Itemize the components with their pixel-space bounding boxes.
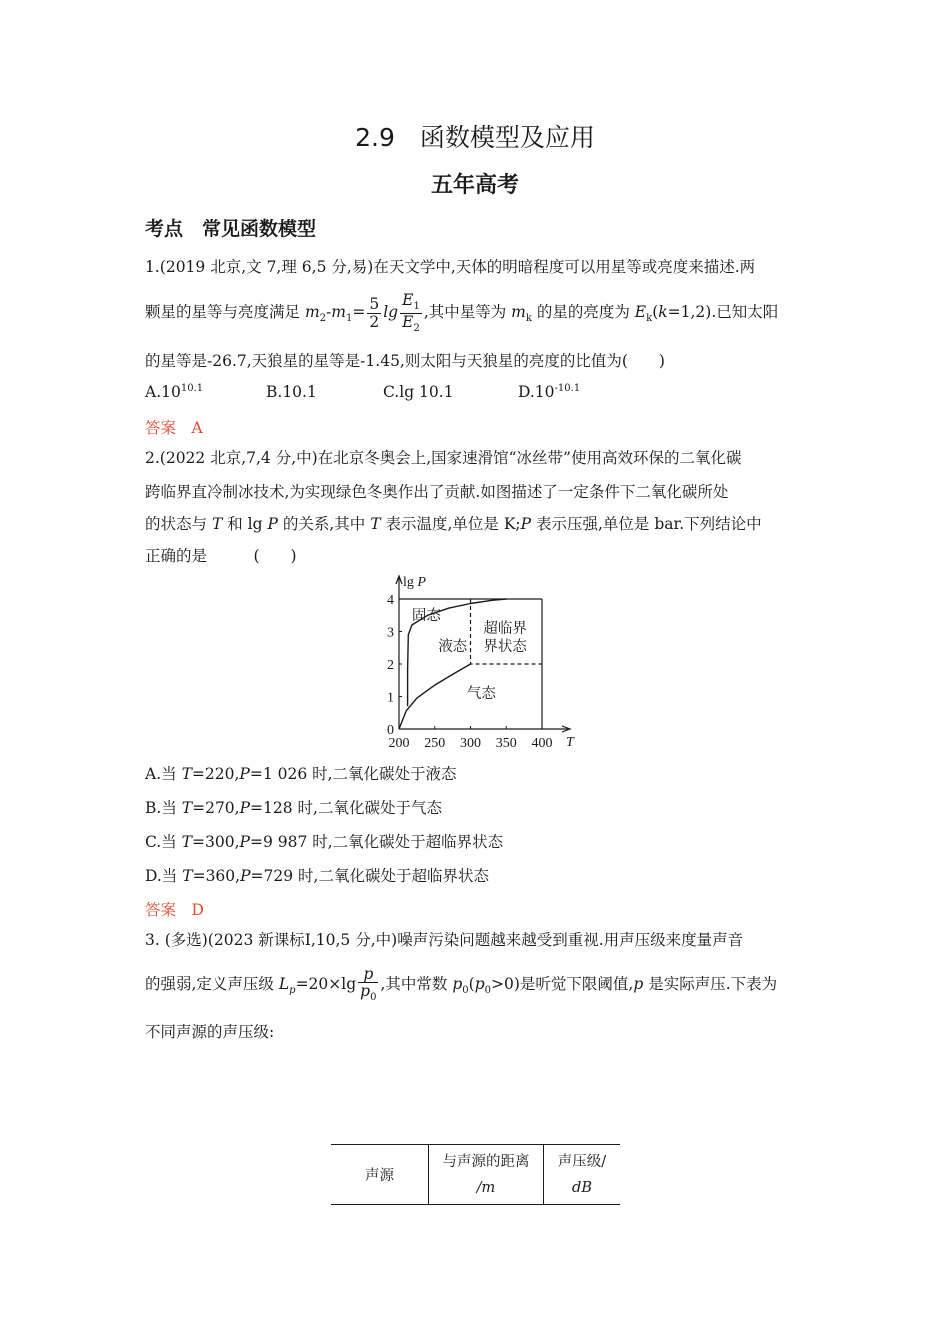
region-label-liquid: 液态 — [438, 639, 468, 655]
fraction-five-halves: $\frac{5}{2}$ — [369, 295, 380, 331]
q3-line3: 不同声源的声压级: — [145, 1023, 275, 1041]
y-tick-label: 0 — [387, 723, 394, 738]
y-tick-label: 2 — [387, 658, 394, 673]
q2-option-d: D.当 T=360,P=729 时,二氧化碳处于超临界状态 — [145, 867, 489, 885]
q2-line4: 正确的是 ( ) — [145, 547, 297, 565]
region-label-solid: 固态 — [411, 608, 441, 625]
q1-option-d: $D.10^{-10.1}$ — [518, 383, 581, 402]
x-tick-label: 400 — [531, 736, 553, 751]
y-tick-label: 4 — [387, 593, 394, 608]
q2-option-c: C.当 T=300,P=9 987 时,二氧化碳处于超临界状态 — [145, 833, 504, 851]
table-header-distance: 与声源的距离 /m — [429, 1145, 544, 1205]
page-title: 2.9 函数模型及应用 — [355, 123, 595, 152]
q3-line1: 3. (多选)(2023 新课标Ⅰ,10,5 分,中)噪声污染问题越来越受到重视.用声压级来度量声音 — [145, 931, 744, 949]
q1-answer: 答案 A — [145, 419, 203, 437]
q2-option-b: B.当 T=270,P=128 时,二氧化碳处于气态 — [145, 799, 442, 817]
q1-option-c: C.lg 10.1 — [383, 383, 454, 401]
phase-diagram-chart — [370, 570, 590, 755]
x-tick-label: 200 — [388, 736, 410, 751]
q1-option-a: $A.10^{10.1}$ — [145, 383, 204, 402]
table-header-level: 声压级/ dB — [557, 1153, 607, 1196]
q2-line1: 2.(2022 北京,7,4 分,中)在北京冬奥会上,国家速滑馆“冰丝带”使用高效环保的二氧化碳 — [145, 449, 742, 467]
q3-line2: 的强弱,定义声压级 $L_p=20\times\lg$ $\frac{p}{p_0}$ ,其中常数 $p_0(p_0>0)$是听觉下限阈值,p 是实际声压.下表为 — [145, 965, 778, 1004]
region-label-supercritical-2: 界状态 — [483, 639, 527, 655]
table-header-source: 声源 — [331, 1145, 429, 1205]
table-header-row — [331, 1145, 620, 1205]
y-tick-label: 3 — [387, 625, 394, 641]
q1-line2: 颗星的星等与亮度满足 $m_2-m_1=$ $\frac{5}{2}$ lg $\frac{E_1}{E_2}$ ,其中星等为 $m_k$ 的星的亮度为 $E_k(k=1,2)$.已知太阳 — [145, 290, 779, 334]
gas-boundary-curve — [399, 664, 471, 729]
q1-line3: 的星等是-26.7,天狼星的星等是-1.45,则太阳与天狼星的亮度的比值为( ) — [145, 352, 665, 370]
q2-line2: 跨临界直冷制冰技术,为实现绿色冬奥作出了贡献.如图描述了一定条件下二氧化碳所处 — [145, 483, 729, 501]
region-label-supercritical-1: 超临界 — [483, 621, 527, 638]
q1-option-b: B.10.1 — [266, 383, 317, 401]
sound-level-table — [331, 1144, 620, 1205]
y-tick-label: 1 — [387, 690, 394, 706]
page-subtitle: 五年高考 — [430, 173, 519, 198]
fraction-p-p0: $\frac{p}{p_0}$ — [360, 965, 377, 1004]
x-tick-label: 350 — [495, 736, 517, 751]
y-axis-label: lg P — [403, 575, 426, 590]
q1-line1: 1.(2019 北京,文 7,理 6,5 分,易)在天文学中,天体的明暗程度可以用星等或亮度来描述.两 — [145, 258, 756, 276]
q2-line3: 的状态与 T 和 lg P 的关系,其中 T 表示温度,单位是 K;P 表示压强,单位是 bar.下列结论中 — [145, 515, 762, 533]
q2-answer: 答案 D — [145, 901, 204, 919]
section-heading: 考点 常见函数模型 — [145, 218, 317, 240]
x-axis-label: T — [566, 735, 574, 750]
region-label-gas: 气态 — [466, 686, 496, 703]
fraction-e1-e2: $\frac{E_1}{E_2}$ — [402, 290, 420, 334]
x-tick-label: 250 — [424, 736, 446, 751]
x-tick-label: 300 — [460, 736, 481, 751]
q2-option-a: A.当 T=220,P=1 026 时,二氧化碳处于液态 — [145, 765, 457, 783]
chart-region-labels — [412, 607, 527, 702]
